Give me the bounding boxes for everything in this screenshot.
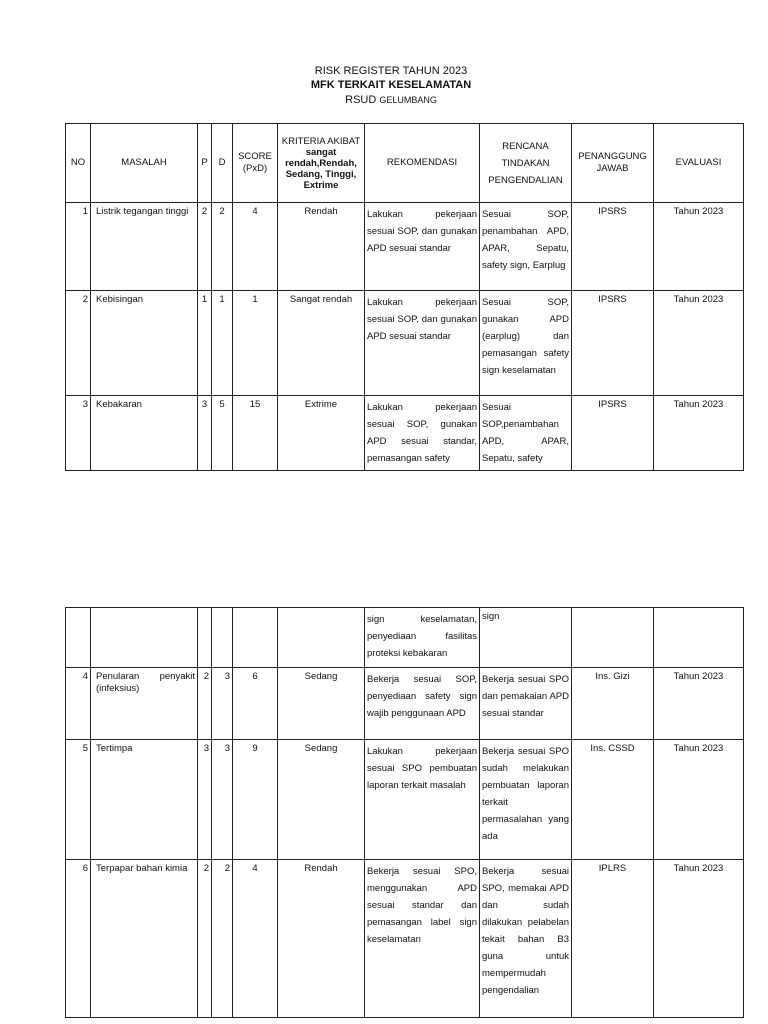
table-header-row — [66, 124, 744, 203]
cell-d: 3 — [212, 668, 233, 740]
cell-score — [233, 608, 278, 668]
cell-d: 2 — [212, 860, 233, 1018]
col-header-kriteria: KRITERIA AKIBAT sangat rendah,Rendah, Sedang, Tinggi, Extrime — [278, 124, 365, 203]
cell-d: 1 — [212, 291, 233, 396]
cell-p: 3 — [198, 396, 212, 471]
cell-score: 4 — [233, 203, 278, 291]
cell-d: 2 — [212, 203, 233, 291]
cell-rencana: sign — [480, 608, 572, 668]
cell-rekomendasi: Lakukan pekerjaan sesuai SPO pembuatan laporan terkait masalah — [365, 740, 480, 860]
hospital-name: RSUD GELUMBANG — [345, 94, 437, 106]
cell-penanggung-jawab — [572, 608, 654, 668]
cell-kriteria: Sedang — [278, 668, 365, 740]
table-row-continuation — [66, 608, 744, 668]
cell-penanggung-jawab: IPSRS — [572, 203, 654, 291]
cell-no: 4 — [66, 668, 91, 740]
cell-rekomendasi: Bekerja sesuai SOP, penyediaan safety sign wajib penggunaan APD — [365, 668, 480, 740]
table-row — [66, 396, 744, 471]
cell-masalah: Listrik tegangan tinggi — [91, 203, 198, 291]
doc-title: RISK REGISTER TAHUN 2023 — [314, 65, 468, 77]
cell-p: 2 — [198, 668, 212, 740]
cell-masalah — [91, 608, 198, 668]
cell-rencana: Bekerja sesuai SPO, memakai APD dan sudah dilakukan pelabelan tekait bahan B3 guna untuk mempermudah pengendalian — [480, 860, 572, 1018]
cell-no: 3 — [66, 396, 91, 471]
doc-subtitle: MFK TERKAIT KESELAMATAN — [310, 79, 472, 91]
cell-evaluasi: Tahun 2023 — [654, 860, 744, 1018]
table-row — [66, 740, 744, 860]
cell-d — [212, 608, 233, 668]
table-row — [66, 860, 744, 1018]
cell-rekomendasi: Bekerja sesuai SPO, menggunakan APD sesuai standar dan pemasangan label sign keselamatan — [365, 860, 480, 1018]
cell-evaluasi: Tahun 2023 — [654, 291, 744, 396]
cell-kriteria: Extrime — [278, 396, 365, 471]
cell-penanggung-jawab: Ins. CSSD — [572, 740, 654, 860]
cell-rencana: Sesuai SOP, gunakan APD (earplug) dan pemasangan safety sign keselamatan — [480, 291, 572, 396]
cell-p — [198, 608, 212, 668]
cell-penanggung-jawab: IPLRS — [572, 860, 654, 1018]
cell-rencana: Bekerja sesuai SPO sudah melakukan pembuatan laporan terkait permasalahan yang ada — [480, 740, 572, 860]
cell-evaluasi: Tahun 2023 — [654, 668, 744, 740]
cell-score: 6 — [233, 668, 278, 740]
table-row — [66, 668, 744, 740]
risk-register-table — [65, 123, 744, 471]
cell-no: 1 — [66, 203, 91, 291]
col-header-no: NO — [66, 124, 91, 203]
cell-kriteria: Rendah — [278, 860, 365, 1018]
cell-p: 2 — [198, 203, 212, 291]
cell-evaluasi — [654, 608, 744, 668]
col-header-d: D — [212, 124, 233, 203]
col-header-masalah: MASALAH — [91, 124, 198, 203]
cell-rekomendasi: Lakukan pekerjaan sesuai SOP, gunakan APD sesuai standar, pemasangan safety — [365, 396, 480, 471]
col-header-p: P — [198, 124, 212, 203]
cell-score: 15 — [233, 396, 278, 471]
col-header-rencana: RENCANA TINDAKAN PENGENDALIAN — [480, 124, 572, 203]
cell-rencana: Sesuai SOP,penambahan APD, APAR, Sepatu, safety — [480, 396, 572, 471]
cell-no — [66, 608, 91, 668]
cell-kriteria: Sedang — [278, 740, 365, 860]
cell-penanggung-jawab: IPSRS — [572, 291, 654, 396]
cell-p: 1 — [198, 291, 212, 396]
cell-rekomendasi: sign keselamatan, penyediaan fasilitas proteksi kebakaran — [365, 608, 480, 668]
cell-p: 2 — [198, 860, 212, 1018]
col-header-score: SCORE (PxD) — [233, 124, 278, 203]
cell-no: 6 — [66, 860, 91, 1018]
table-row — [66, 291, 744, 396]
cell-masalah: Terpapar bahan kimia — [91, 860, 198, 1018]
cell-kriteria — [278, 608, 365, 668]
cell-masalah: Kebakaran — [91, 396, 198, 471]
cell-score: 4 — [233, 860, 278, 1018]
cell-penanggung-jawab: Ins. Gizi — [572, 668, 654, 740]
cell-kriteria: Sangat rendah — [278, 291, 365, 396]
cell-d: 3 — [212, 740, 233, 860]
cell-evaluasi: Tahun 2023 — [654, 203, 744, 291]
document-header — [0, 64, 768, 108]
cell-rekomendasi: Lakukan pekerjaan sesuai SOP, dan gunakan APD sesuai standar — [365, 203, 480, 291]
cell-masalah: Penularan penyakit (infeksius) — [91, 668, 198, 740]
cell-rekomendasi: Lakukan pekerjaan sesuai SOP, dan gunakan APD sesuai standar — [365, 291, 480, 396]
col-header-penanggung-jawab: PENANGGUNG JAWAB — [572, 124, 654, 203]
cell-score: 9 — [233, 740, 278, 860]
col-header-rekomendasi: REKOMENDASI — [365, 124, 480, 203]
cell-no: 2 — [66, 291, 91, 396]
cell-evaluasi: Tahun 2023 — [654, 396, 744, 471]
cell-score: 1 — [233, 291, 278, 396]
table-row — [66, 203, 744, 291]
cell-no: 5 — [66, 740, 91, 860]
col-header-evaluasi: EVALUASI — [654, 124, 744, 203]
cell-masalah: Tertimpa — [91, 740, 198, 860]
cell-p: 3 — [198, 740, 212, 860]
cell-masalah: Kebisingan — [91, 291, 198, 396]
cell-kriteria: Rendah — [278, 203, 365, 291]
cell-rencana: Sesuai SOP, penambahan APD, APAR, Sepatu, safety sign, Earplug — [480, 203, 572, 291]
cell-penanggung-jawab: IPSRS — [572, 396, 654, 471]
risk-register-table-continued — [65, 607, 744, 1018]
cell-evaluasi: Tahun 2023 — [654, 740, 744, 860]
cell-rencana: Bekerja sesuai SPO dan pemakaian APD sesuai standar — [480, 668, 572, 740]
cell-d: 5 — [212, 396, 233, 471]
